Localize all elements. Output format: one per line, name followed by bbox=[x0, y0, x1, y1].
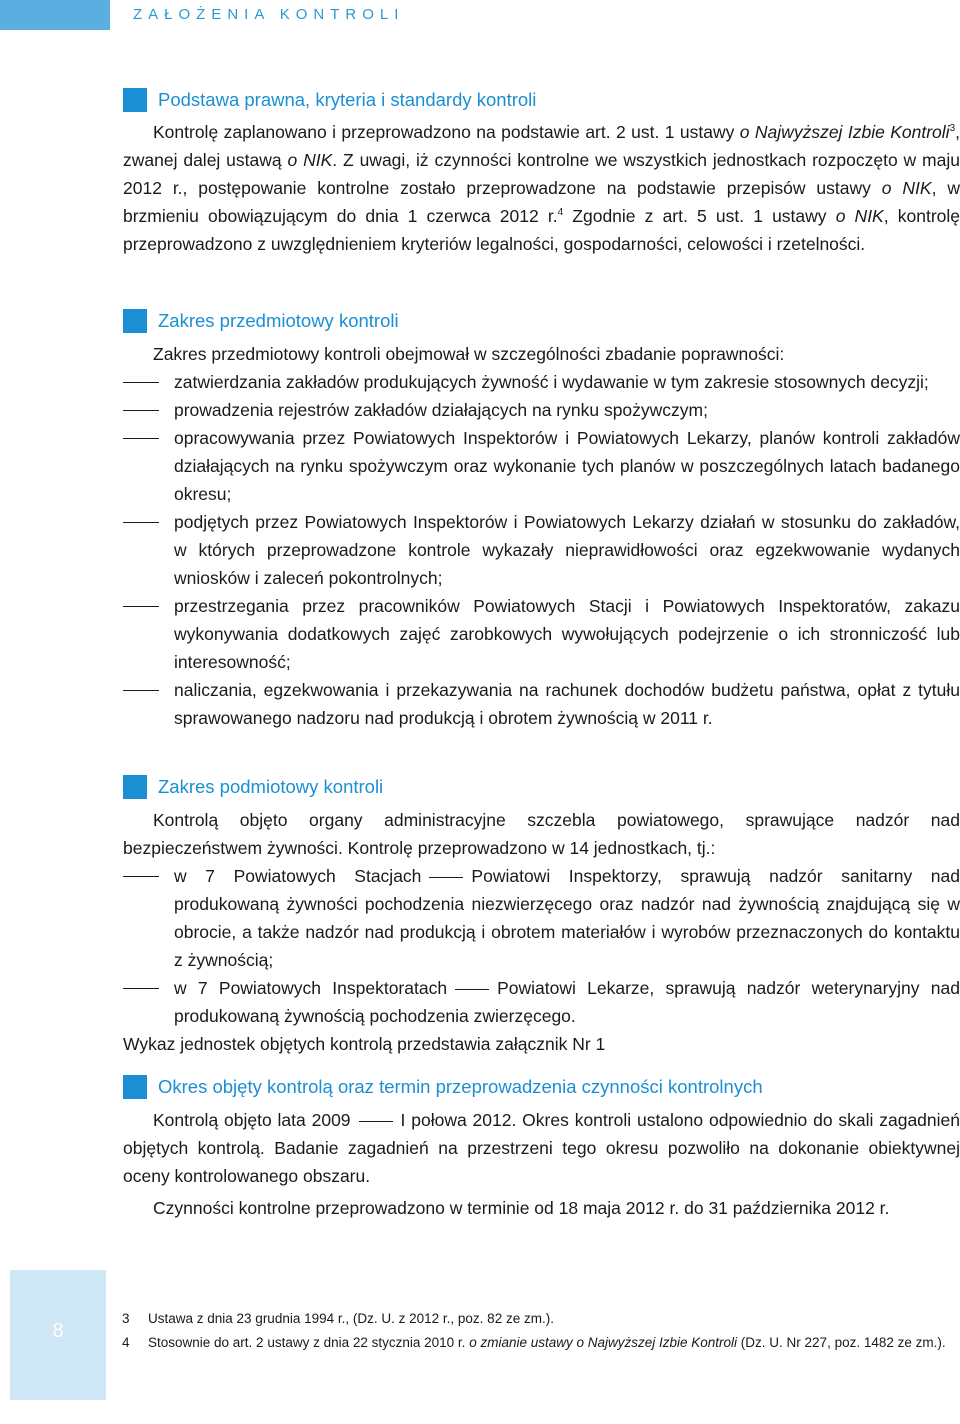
entity-scope-list bbox=[123, 862, 960, 1030]
footnote-ref: 4 bbox=[557, 207, 564, 219]
subject-scope-list bbox=[123, 368, 960, 732]
footnote-3: 3 Ustawa z dnia 23 grudnia 1994 r., (Dz. U. z 2012 r., poz. 82 ze zm.). bbox=[122, 1311, 554, 1326]
list-item: w 7 Powiatowych Stacjach Powiatowi Inspektorzy, sprawują nadzór sanitarny nad produkowaną żywności pochodzenia niezwierzęcego oraz nadzór nad żywnością znajdującą się w obrocie, a także nadzór nad produkcją i obrotem materiałów i wyrobów przeznaczonych do kontaktu z żywnością; bbox=[123, 862, 960, 974]
heading-square-icon bbox=[123, 88, 147, 112]
heading-text: Okres objęty kontrolą oraz termin przeprowadzenia czynności kontrolnych bbox=[158, 1076, 763, 1097]
page-number: 8 bbox=[52, 1320, 64, 1342]
list-item: przestrzegania przez pracowników Powiatowych Stacji i Powiatowych Inspektoratów, zakazu wykonywania dodatkowych zajęć zarobkowych wywołujących podejrzenie o ich stronniczość lub interesowność; bbox=[123, 592, 960, 676]
heading-square-icon bbox=[123, 309, 147, 333]
heading-text: Zakres przedmiotowy kontroli bbox=[158, 310, 399, 331]
dash-separator bbox=[359, 1121, 393, 1122]
header-accent-bar bbox=[0, 0, 110, 30]
page-number-box bbox=[10, 1270, 106, 1400]
footnote-number: 4 bbox=[122, 1335, 130, 1350]
entity-scope-outro: Wykaz jednostek objętych kontrolą przedstawia załącznik Nr 1 bbox=[123, 1034, 606, 1054]
list-item: naliczania, egzekwowania i przekazywania na rachunek dochodów budżetu państwa, opłat z tytułu sprawowanego nadzoru nad produkcją i obrotem żywnością w 2011 r. bbox=[123, 676, 960, 732]
subject-scope-intro: Zakres przedmiotowy kontroli obejmował w szczególności zbadanie poprawności: bbox=[153, 344, 785, 364]
period-paragraph: Kontrolą objęto lata 2009 I połowa 2012. Okres kontroli ustalono odpowiednio do skali zagadnień objętych kontrolą. Badanie zagadnień na przestrzeni tego okresu pozwoliło na dokonanie obiektywnej oceny kontrolowanego obszaru. bbox=[123, 1110, 960, 1186]
footnote-ref: 3 bbox=[949, 123, 956, 135]
list-item: podjętych przez Powiatowych Inspektorów i Powiatowych Lekarzy działań w stosunku do zakładów, w których przeprowadzone kontrole wykazały nieprawidłowości oraz egzekwowanie wydanych wniosków i zaleceń pokontrolnych; bbox=[123, 508, 960, 592]
dash-separator bbox=[429, 877, 463, 878]
heading-text: Zakres podmiotowy kontroli bbox=[158, 776, 384, 797]
list-item: w 7 Powiatowych Inspektoratach Powiatowi Lekarze, sprawują nadzór weterynaryjny nad produkowaną żywnością pochodzenia zwierzęcego. bbox=[123, 974, 960, 1030]
period-dates-paragraph: Czynności kontrolne przeprowadzono w terminie od 18 maja 2012 r. do 31 października 2012 r. bbox=[153, 1198, 890, 1218]
heading-square-icon bbox=[123, 775, 147, 799]
running-header: ZAŁOŻENIA KONTROLI bbox=[133, 6, 405, 23]
footnote-4: 4 Stosownie do art. 2 ustawy z dnia 22 stycznia 2010 r. o zmianie ustawy o Najwyższej Izbie Kontroli (Dz. U. Nr 227, poz. 1482 ze zm.). bbox=[122, 1335, 946, 1350]
entity-scope-intro: Kontrolą objęto organy administracyjne szczebla powiatowego, sprawujące nadzór nad bezpieczeństwem żywności. Kontrolę przeprowadzono w 14 jednostkach, tj.: bbox=[123, 810, 960, 858]
footnote-number: 3 bbox=[122, 1311, 130, 1326]
heading-text: Podstawa prawna, kryteria i standardy kontroli bbox=[158, 89, 537, 110]
list-item: prowadzenia rejestrów zakładów działających na rynku spożywczym; bbox=[123, 396, 960, 424]
heading-square-icon bbox=[123, 1075, 147, 1099]
list-item: opracowywania przez Powiatowych Inspektorów i Powiatowych Lekarzy, planów kontroli zakładów działających na rynku spożywczym oraz wykonanie tych planów w poszczególnych latach badanego okresu; bbox=[123, 424, 960, 508]
dash-separator bbox=[455, 989, 489, 990]
list-item: zatwierdzania zakładów produkujących żywność i wydawanie w tym zakresie stosownych decyzji; bbox=[123, 368, 960, 396]
legal-basis-paragraph: Kontrolę zaplanowano i przeprowadzono na podstawie art. 2 ust. 1 ustawy o Najwyższej Izbie Kontroli$^3$, zwanej dalej ustawą o NIK. Z uwagi, iż czynności kontrolne we wszystkich jednostkach rozpoczęto w maju 2012 r., postępowanie kontrolne zostało przeprowadzone na podstawie przepisów ustawy o NIK, w brzmieniu obowiązującym do dnia 1 czerwca 2012 r.$^4$ Zgodnie z art. 5 ust. 1 ustawy o NIK, kontrolę przeprowadzono z uwzględnieniem kryteriów legalności, gospodarności, celowości i rzetelności. bbox=[123, 122, 960, 254]
